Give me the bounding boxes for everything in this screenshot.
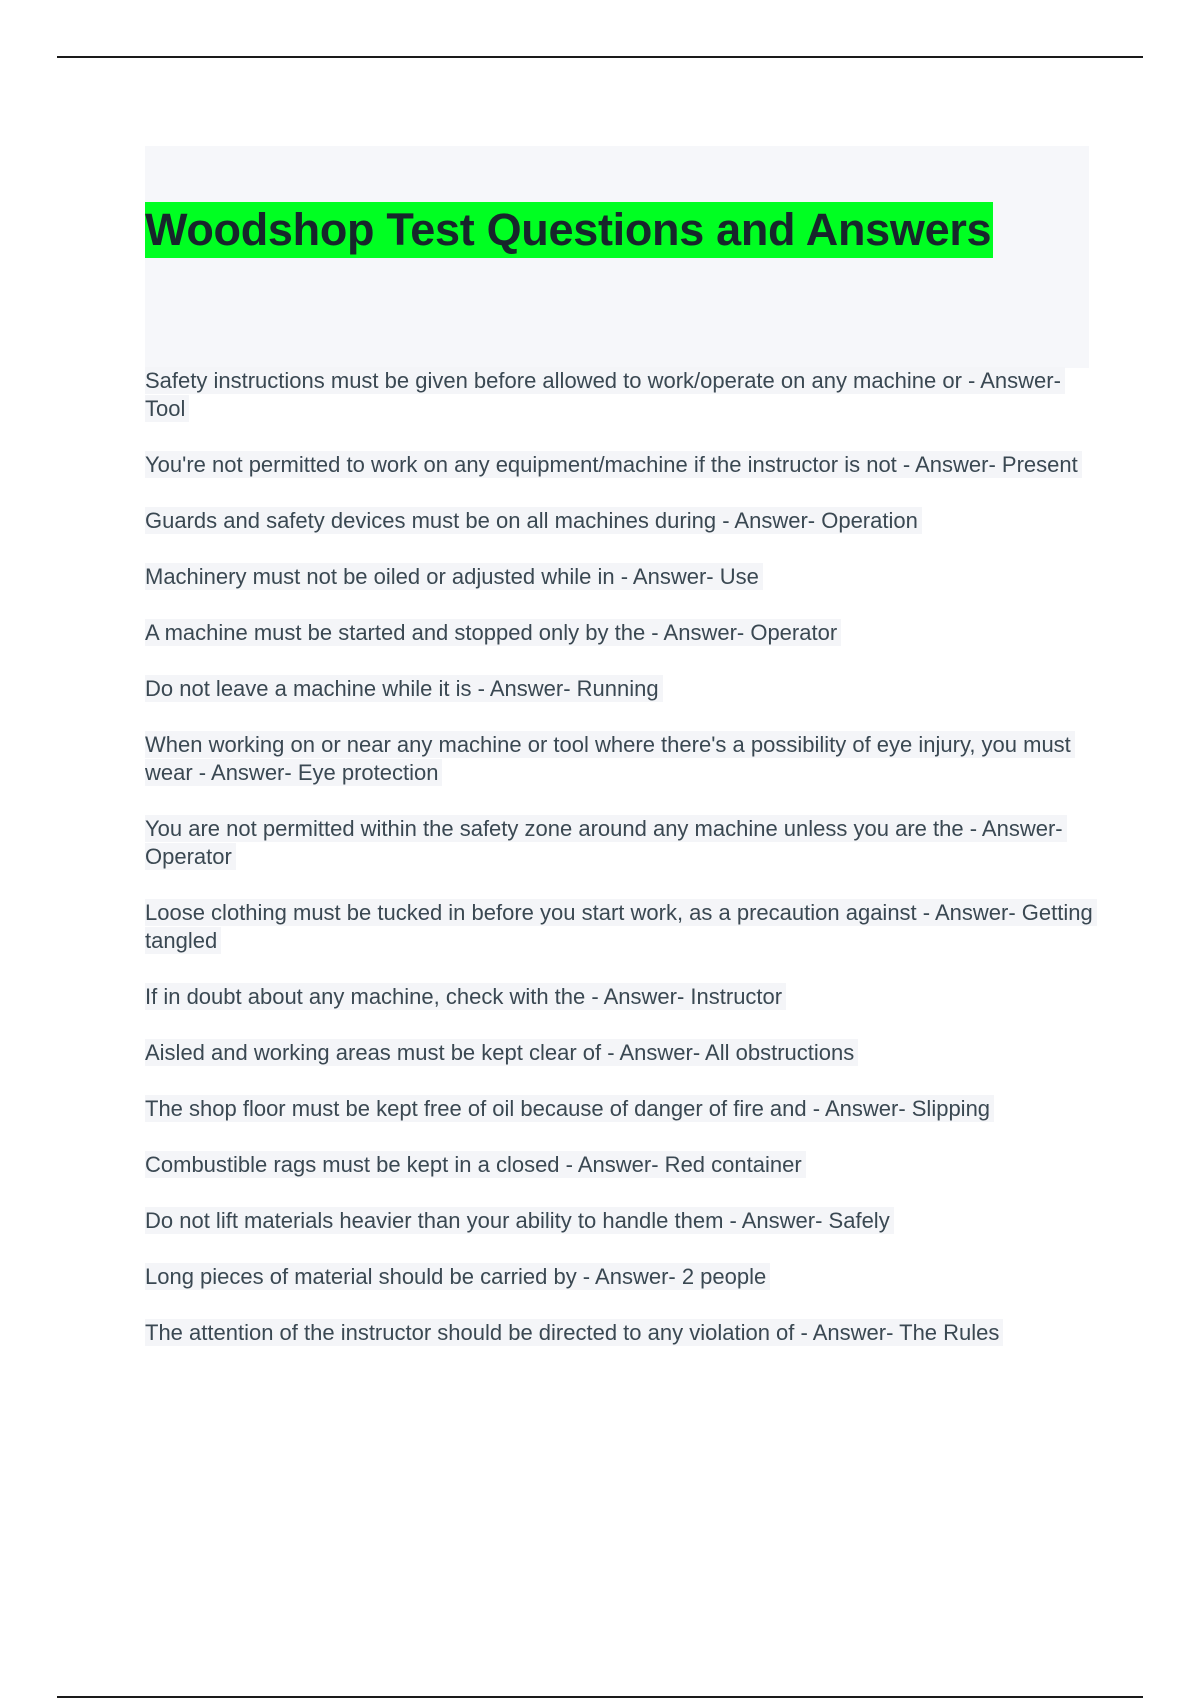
- bottom-rule: [57, 1696, 1143, 1698]
- qa-item: [145, 899, 1095, 955]
- page-title: Woodshop Test Questions and Answers: [145, 202, 993, 258]
- qa-text: When working on or near any machine or tool where there's a possibility of eye injury, you must wear - Answer- Eye protection: [145, 731, 1075, 786]
- qa-text: Machinery must not be oiled or adjusted while in - Answer- Use: [145, 563, 763, 590]
- qa-item: [145, 815, 1095, 871]
- qa-item: [145, 731, 1095, 787]
- qa-item: [145, 1039, 1095, 1067]
- top-rule: [57, 56, 1143, 58]
- qa-text: Loose clothing must be tucked in before you start work, as a precaution against - Answer- Getting tangled: [145, 899, 1097, 954]
- qa-item: [145, 1151, 1095, 1179]
- qa-item: [145, 1095, 1095, 1123]
- qa-item: [145, 619, 1095, 647]
- qa-text: A machine must be started and stopped only by the - Answer- Operator: [145, 619, 841, 646]
- qa-item: [145, 507, 1095, 535]
- qa-item: [145, 1319, 1095, 1347]
- qa-item: [145, 1263, 1095, 1291]
- qa-item: [145, 367, 1095, 423]
- qa-item: [145, 983, 1095, 1011]
- qa-text: You're not permitted to work on any equipment/machine if the instructor is not - Answer- Present: [145, 451, 1082, 478]
- qa-text: Do not lift materials heavier than your ability to handle them - Answer- Safely: [145, 1207, 894, 1234]
- qa-item: [145, 451, 1095, 479]
- qa-item: [145, 1207, 1095, 1235]
- qa-list: [145, 367, 1095, 1375]
- qa-item: [145, 563, 1095, 591]
- qa-text: If in doubt about any machine, check with the - Answer- Instructor: [145, 983, 786, 1010]
- title-block: [145, 146, 1089, 368]
- qa-text: The shop floor must be kept free of oil because of danger of fire and - Answer- Slipping: [145, 1095, 994, 1122]
- qa-text: Combustible rags must be kept in a closed - Answer- Red container: [145, 1151, 806, 1178]
- qa-text: Long pieces of material should be carried by - Answer- 2 people: [145, 1263, 770, 1290]
- qa-item: [145, 675, 1095, 703]
- qa-text: Safety instructions must be given before allowed to work/operate on any machine or - Answer- Tool: [145, 367, 1065, 422]
- qa-text: Guards and safety devices must be on all machines during - Answer- Operation: [145, 507, 922, 534]
- qa-text: The attention of the instructor should be directed to any violation of - Answer- The Rules: [145, 1319, 1003, 1346]
- qa-text: Do not leave a machine while it is - Answer- Running: [145, 675, 663, 702]
- qa-text: Aisled and working areas must be kept clear of - Answer- All obstructions: [145, 1039, 858, 1066]
- qa-text: You are not permitted within the safety zone around any machine unless you are the - Answer- Operator: [145, 815, 1067, 870]
